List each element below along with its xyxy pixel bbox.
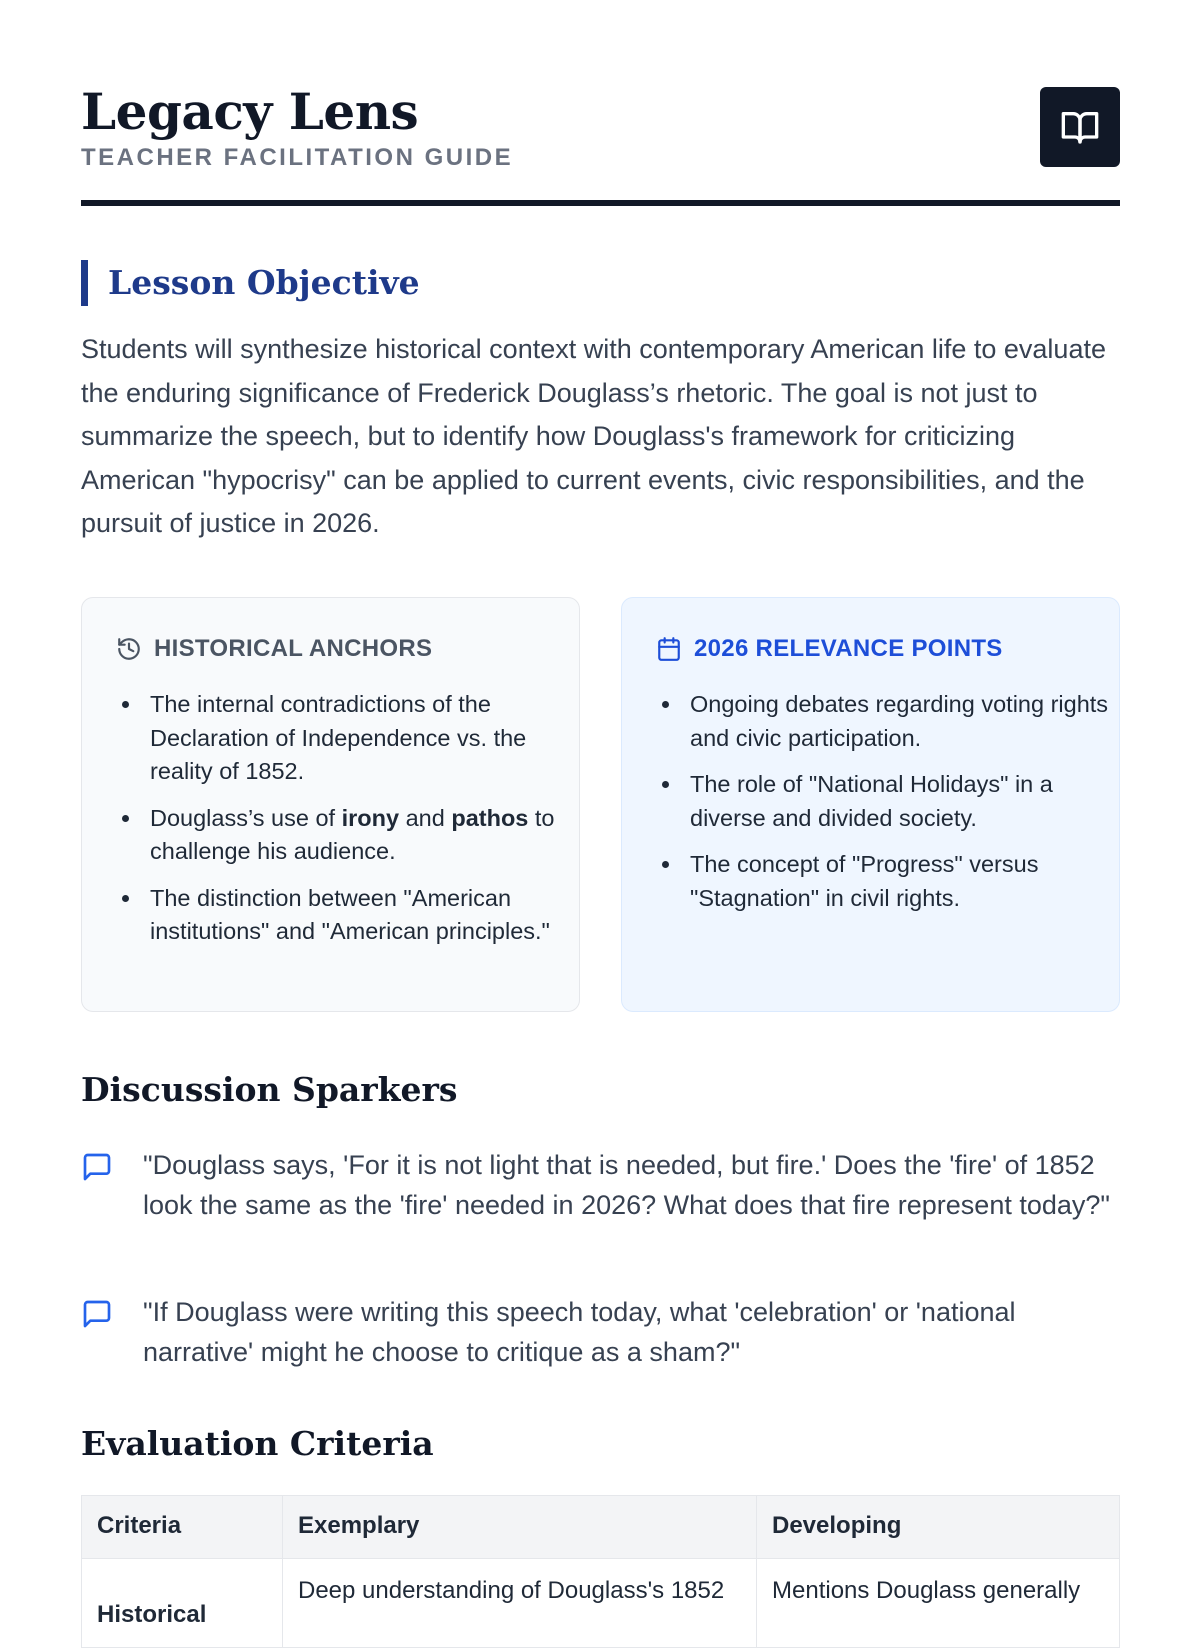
- app-title: Legacy Lens: [81, 82, 419, 141]
- list-item-text: and: [399, 804, 452, 831]
- table-cell: Deep understanding of Douglass's 1852: [283, 1559, 757, 1648]
- message-square-icon: [81, 1145, 115, 1225]
- historical-anchors-title: HISTORICAL ANCHORS: [154, 635, 433, 662]
- list-item: • The role of "National Holidays" in a diverse and divided society.: [683, 768, 1123, 835]
- discussion-question-text: "If Douglass were writing this speech today, what 'celebration' or 'national narrative' might he choose to critique as a sham?": [143, 1297, 1016, 1367]
- book-button[interactable]: [1040, 87, 1120, 167]
- relevance-points-title: 2026 RELEVANCE POINTS: [694, 635, 1003, 662]
- discussion-question-text: "Douglass says, 'For it is not light that is needed, but fire.' Does the 'fire' of 1852 look the same as the 'fire' needed in 2026? What does that fire represent today?": [143, 1150, 1110, 1220]
- list-item: • Ongoing debates regarding voting rights and civic participation.: [683, 688, 1123, 755]
- list-item: • The concept of "Progress" versus "Stagnation" in civil rights.: [683, 848, 1123, 915]
- relevance-points-card: [621, 597, 1120, 1012]
- list-item: • The internal contradictions of the Declaration of Independence vs. the reality of 1852.: [143, 688, 583, 789]
- list-item-emphasis: irony: [341, 804, 400, 831]
- list-item-text: to challenge his audience.: [150, 804, 555, 864]
- table-cell: Mentions Douglass generally: [757, 1559, 1120, 1648]
- guide-page: [81, 0, 1120, 1628]
- table-cell: Historical: [82, 1559, 283, 1648]
- message-square-icon: [81, 1292, 115, 1372]
- book-open-icon: [1060, 107, 1100, 147]
- list-item: • The distinction between "American institutions" and "American principles.": [143, 882, 583, 949]
- discussion-heading: Discussion Sparkers: [81, 1070, 458, 1109]
- list-item: [143, 802, 583, 869]
- column-header: Exemplary: [283, 1496, 757, 1559]
- page-header: [81, 0, 1120, 206]
- historical-anchors-card: [81, 597, 580, 1012]
- objective-heading: Lesson Objective: [81, 260, 420, 306]
- historical-anchors-list: [116, 688, 583, 962]
- relevance-points-list: [656, 688, 1123, 928]
- calendar-icon: [656, 636, 682, 662]
- evaluation-heading: Evaluation Criteria: [81, 1424, 434, 1463]
- app-subtitle: TEACHER FACILITATION GUIDE: [81, 144, 514, 171]
- table-row: [82, 1559, 1120, 1648]
- table-header-row: [82, 1496, 1120, 1559]
- list-item-emphasis: pathos: [451, 804, 529, 831]
- history-icon: [116, 636, 142, 662]
- relevance-points-header: [656, 632, 1003, 666]
- historical-anchors-header: [116, 632, 432, 666]
- discussion-question: [81, 1292, 1120, 1372]
- column-header: Developing: [757, 1496, 1120, 1559]
- evaluation-table-wrapper: [81, 1495, 1120, 1648]
- objective-text: Students will synthesize historical context with contemporary American life to evaluate the enduring significance of Frederick Douglass’s rhetoric. The goal is not just to summarize the speech, but to identify how Douglass's framework for criticizing American "hypocrisy" can be applied to current events, civic responsibilities, and the pursuit of justice in 2026.: [81, 334, 1106, 538]
- discussion-question: [81, 1145, 1120, 1225]
- list-item-text: Douglass’s use of: [150, 804, 342, 831]
- column-header: Criteria: [82, 1496, 283, 1559]
- header-divider: [81, 200, 1120, 206]
- evaluation-table: [81, 1495, 1120, 1648]
